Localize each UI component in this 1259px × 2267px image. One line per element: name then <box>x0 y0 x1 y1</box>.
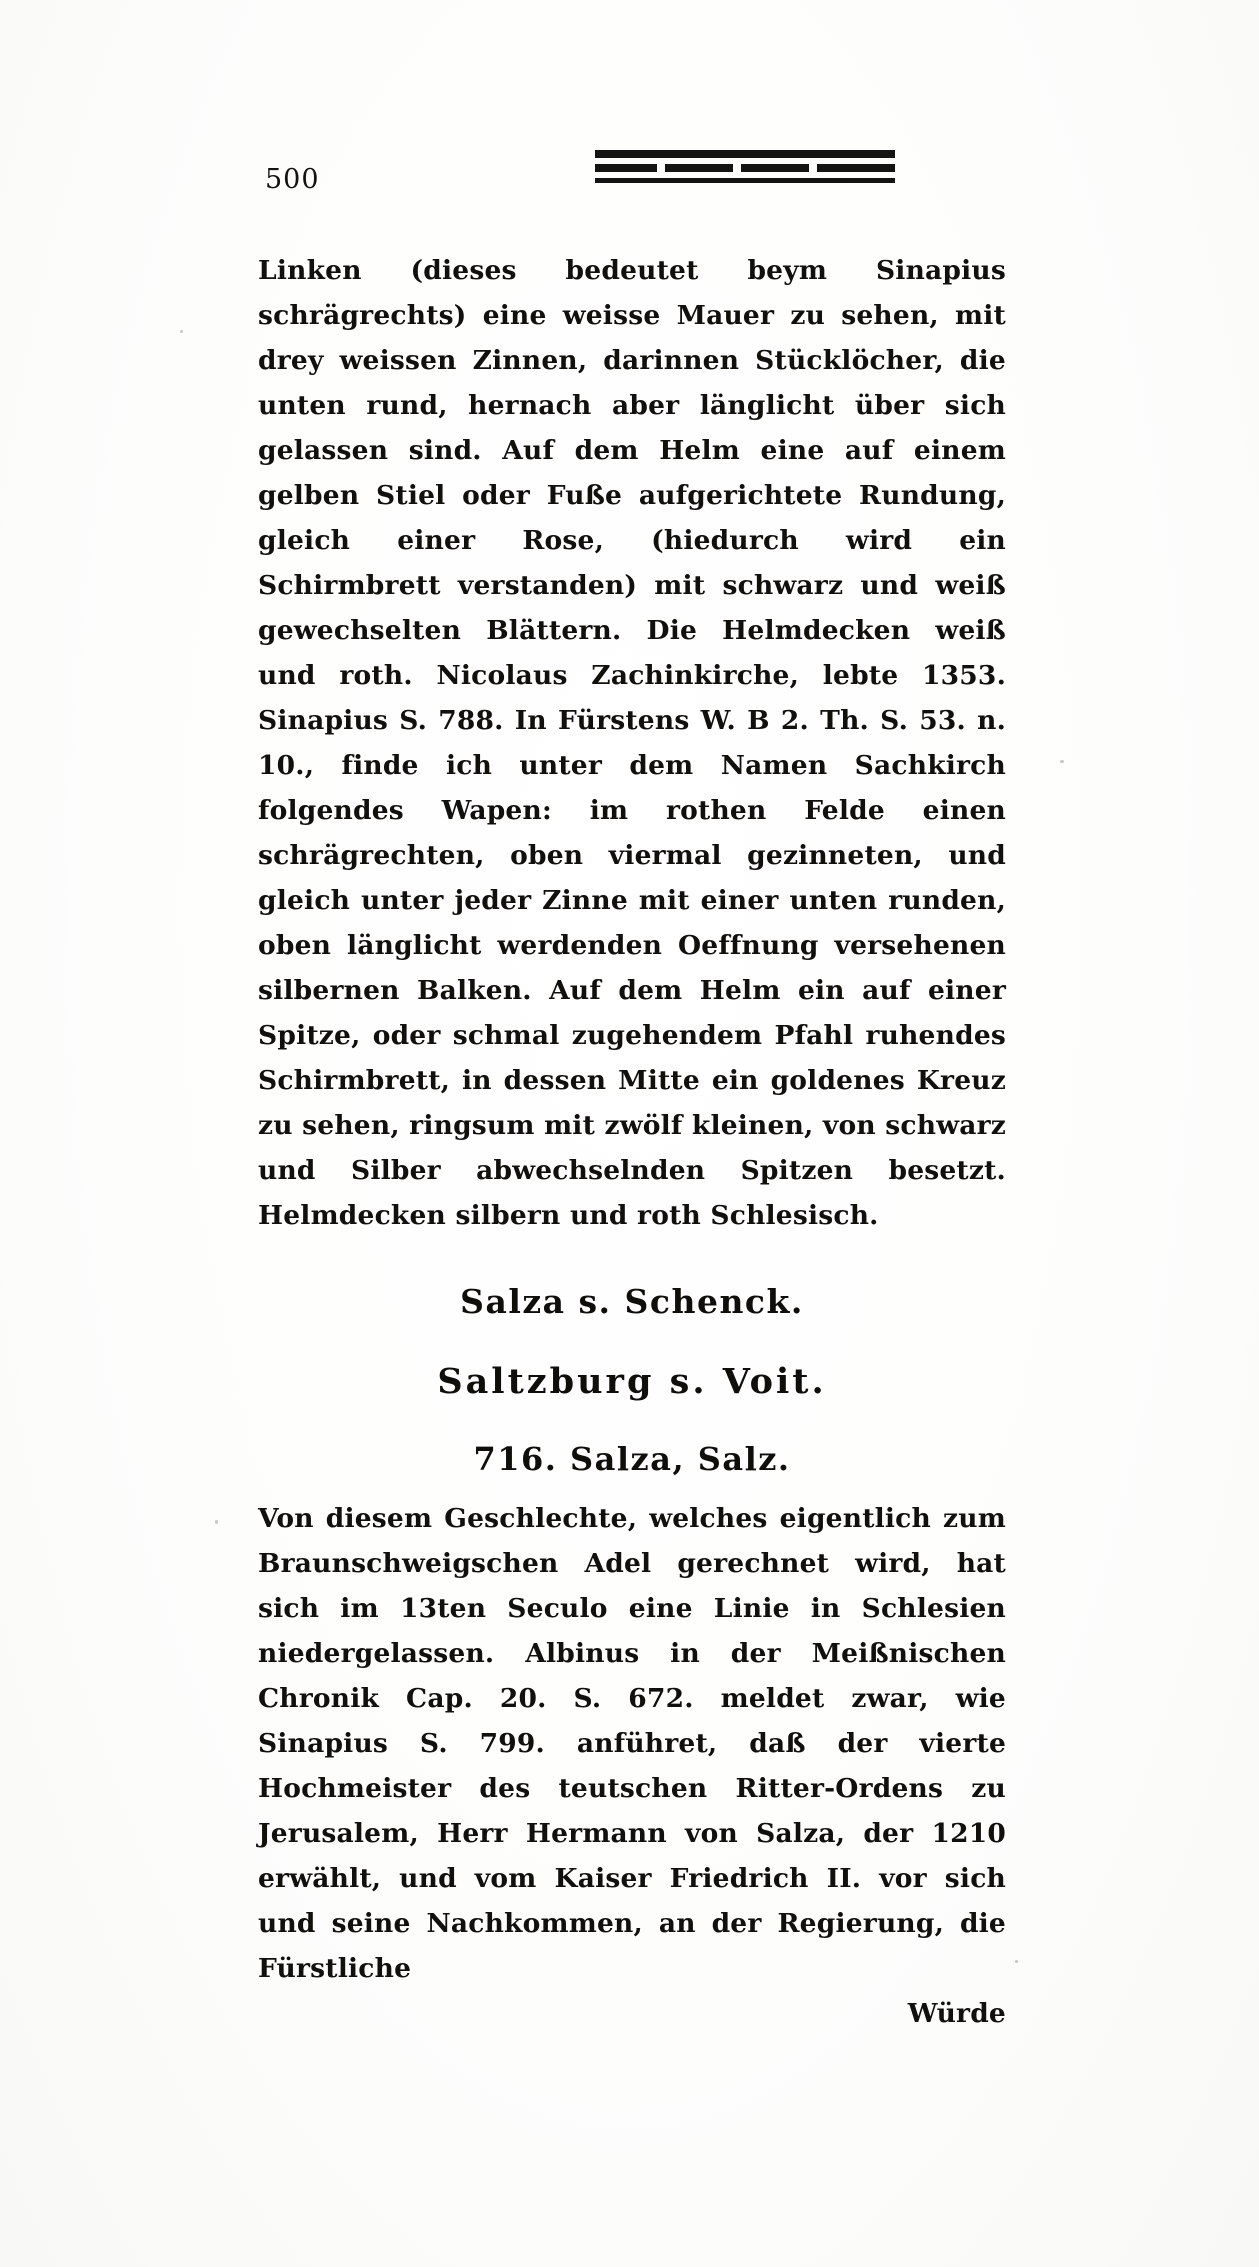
body-paragraph-1: Linken (dieses bedeutet beym Sinapius schrägrechts) eine weisse Mauer zu sehen, mit drey weissen Zinnen, darinnen Stücklöcher, die unten rund, hernach aber länglicht über sich gelassen sind. Auf dem Helm eine auf einem gelben Stiel oder Fuße aufgerichtete Rundung, gleich einer Rose, (hiedurch wird ein Schirmbrett verstanden) mit schwarz und weiß gewechselten Blättern. Die Helmdecken weiß und roth. Nicolaus Zachinkirche, lebte 1353. Sinapius S. 788. In Fürstens W. B 2. Th. S. 53. n. 10., finde ich unter dem Namen Sachkirch folgendes Wapen: im rothen Felde einen schrägrechten, oben viermal gezinneten, und gleich unter jeder Zinne mit einer unten runden, oben länglicht werdenden Oeffnung versehenen silbernen Balken. Auf dem Helm ein auf einer Spitze, oder schmal zugehendem Pfahl ruhendes Schirmbrett, in dessen Mitte ein goldenes Kreuz zu sehen, ringsum mit zwölf kleinen, von schwarz und Silber abwechselnden Spitzen besetzt. Helmdecken silbern und roth Schlesisch. <box>258 255 1006 1231</box>
divider-rule-dashed <box>595 164 895 172</box>
scan-speck <box>215 1520 218 1524</box>
heading-saltzburg-voit: Saltzburg s. Voit. <box>437 1361 827 1402</box>
page-textblock <box>258 248 1006 2036</box>
heading-716-salza-salz: 716. Salza, Salz. <box>473 1440 791 1478</box>
scan-speck <box>1015 1960 1018 1963</box>
scan-speck <box>1060 760 1064 763</box>
divider-rule-bottom <box>595 178 895 183</box>
catchword: Würde <box>907 1998 1006 2029</box>
page-header <box>265 150 965 210</box>
page-number: 500 <box>265 164 320 195</box>
divider-rule-top <box>595 150 895 158</box>
scan-speck <box>180 330 183 333</box>
header-divider-rules <box>595 150 895 189</box>
heading-salza-schenck: Salza s. Schenck. <box>460 1282 804 1321</box>
section-paragraph: Von diesem Geschlechte, welches eigentlich zum Braunschweigschen Adel gerechnet wird, hat sich im 13ten Seculo eine Linie in Schlesien niedergelassen. Albinus in der Meißnischen Chronik Cap. 20. S. 672. meldet zwar, wie Sinapius S. 799. anführet, daß der vierte Hochmeister des teutschen Ritter-Ordens zu Jerusalem, Herr Hermann von Salza, der 1210 erwählt, und vom Kaiser Friedrich II. vor sich und seine Nachkommen, an der Regierung, die Fürstliche <box>258 1503 1006 1984</box>
